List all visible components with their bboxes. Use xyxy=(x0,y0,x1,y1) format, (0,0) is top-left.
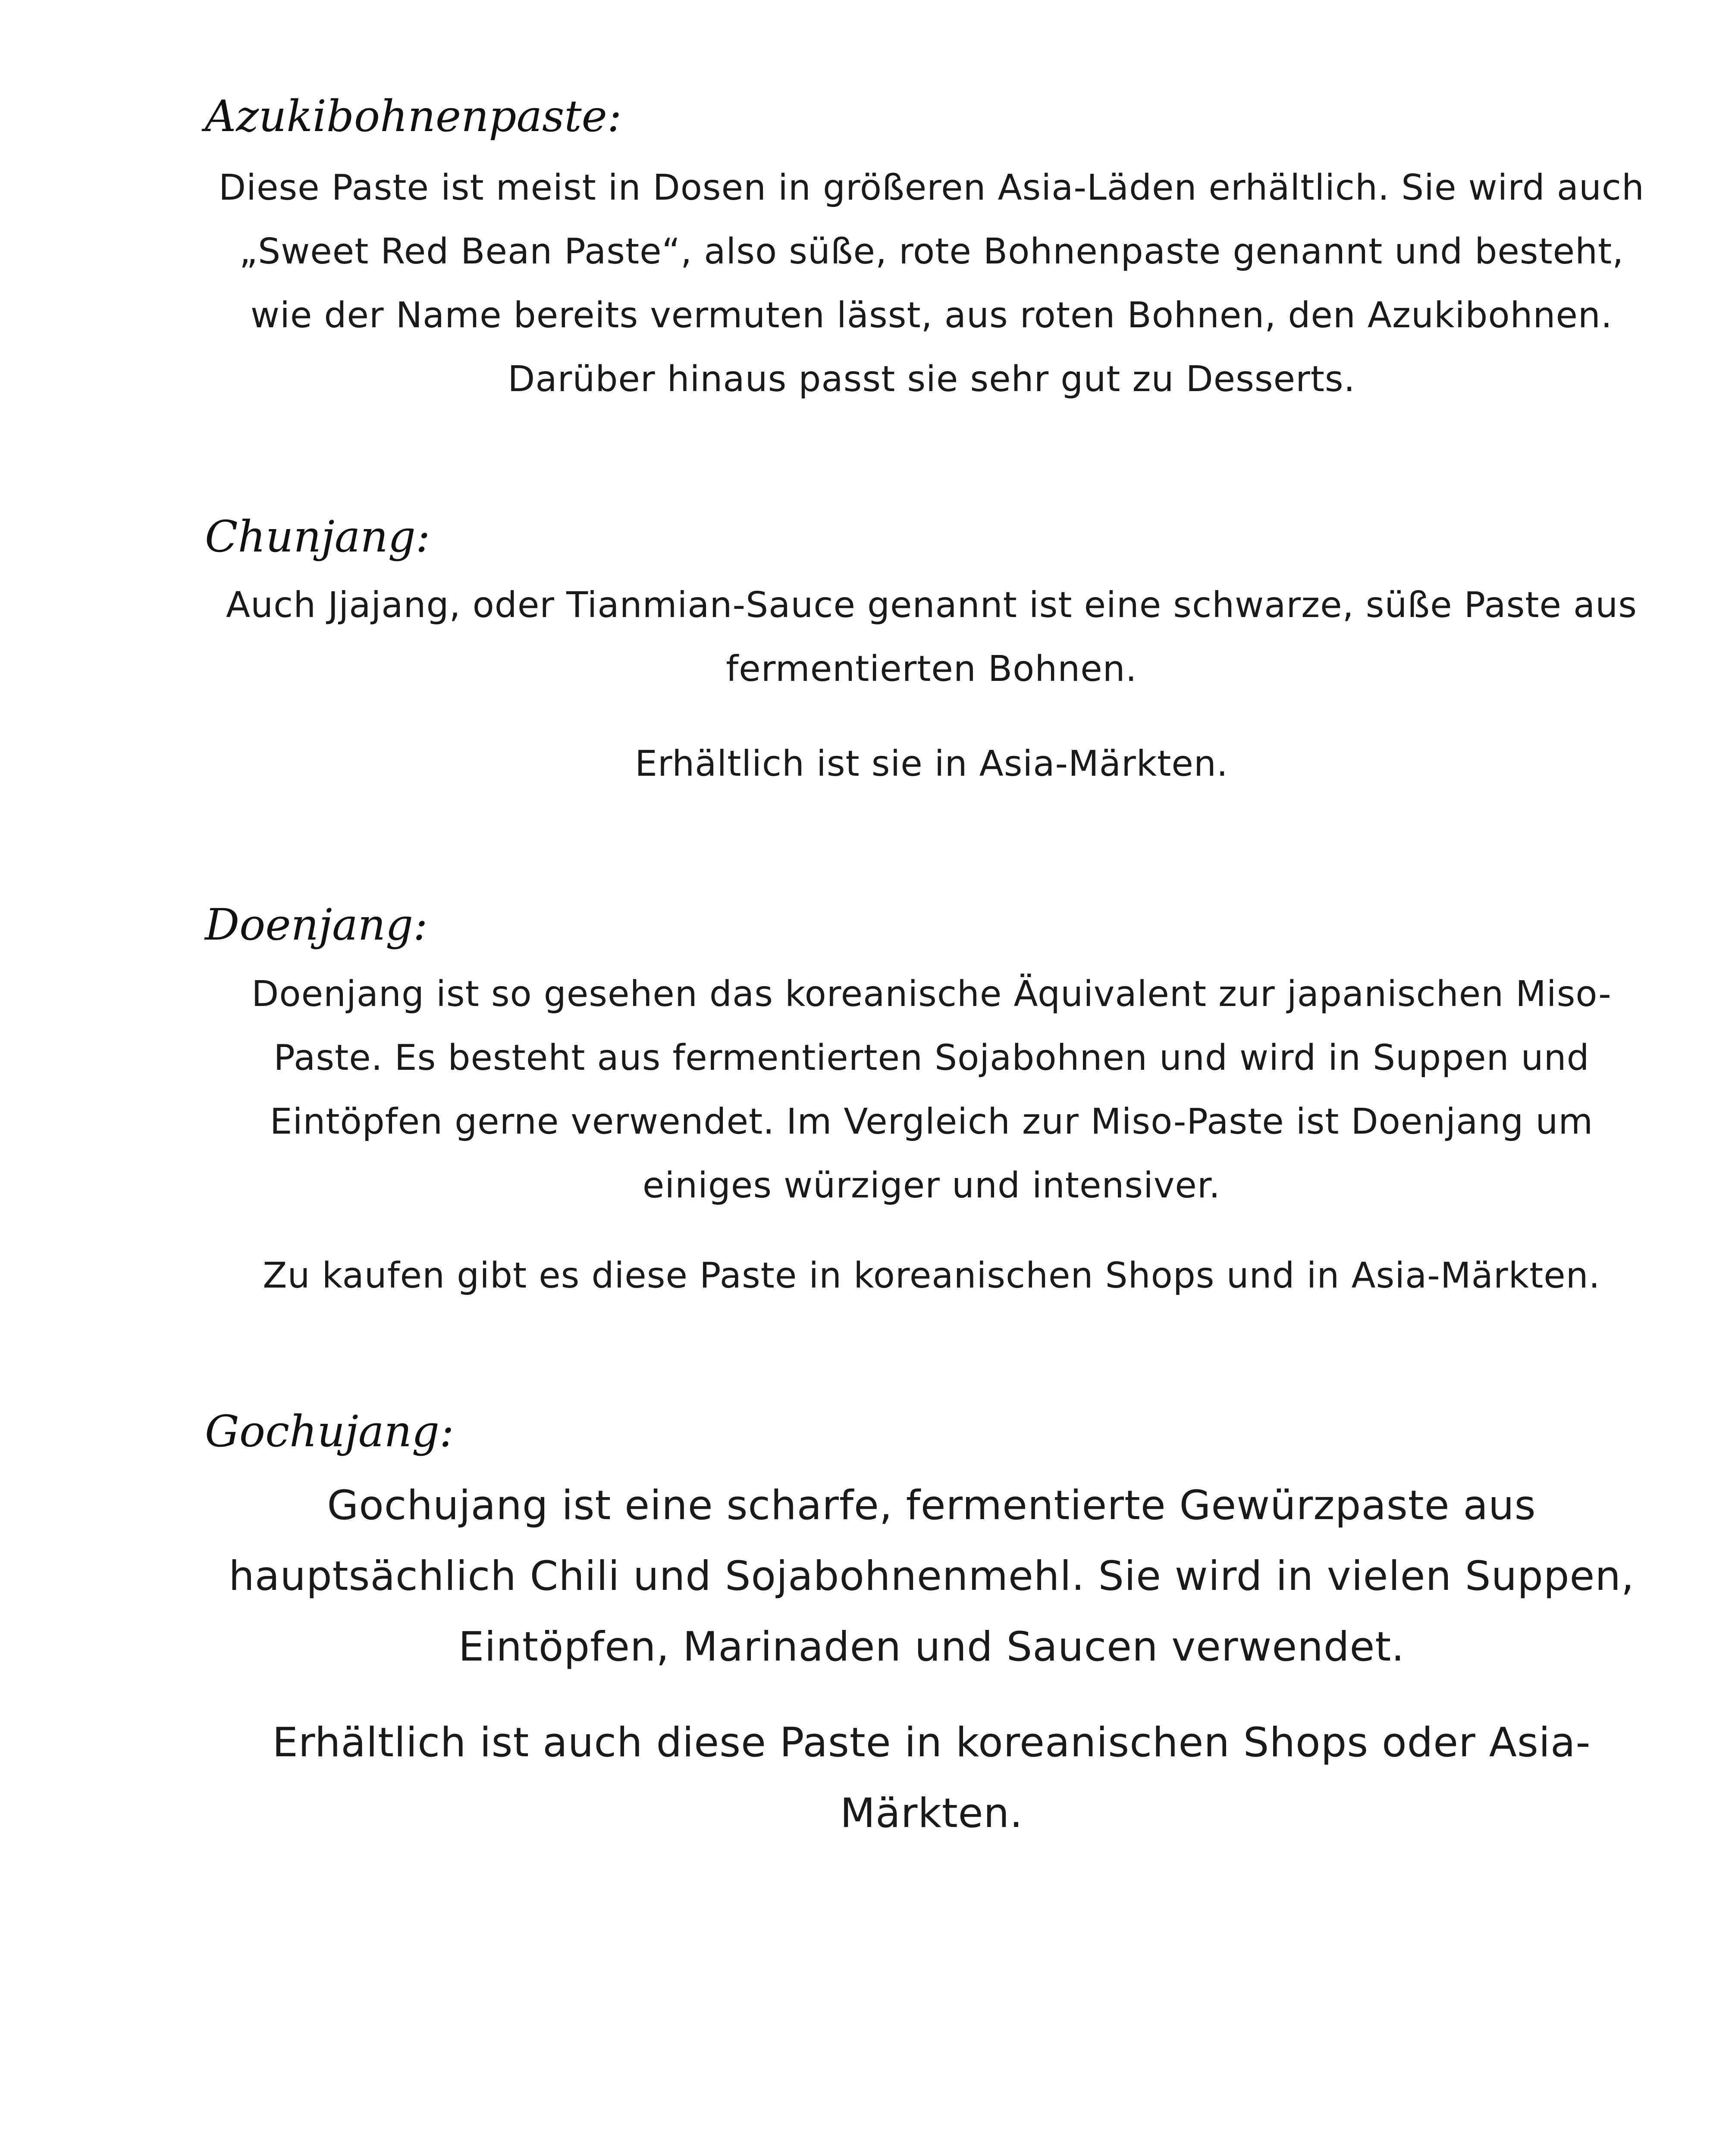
section-heading-doenjang: Doenjang: xyxy=(205,899,428,950)
section-paragraph-doenjang-description: Doenjang ist so gesehen das koreanische Äquivalent zur japanischen Miso-Paste. Es besteht aus fermentierten Sojabohnen und wird in Suppen und Eintöpfen gerne verwendet. Im Vergleich zur Miso-Paste ist Doenjang um einiges würziger und intensiver. xyxy=(251,974,1612,1206)
section-heading-azukibohnenpaste: Azukibohnenpaste: xyxy=(205,91,622,141)
section-paragraph-gochujang-description: Gochujang ist eine scharfe, fermentierte Gewürzpaste aus hauptsächlich Chili und Sojabohnenmehl. Sie wird in vielen Suppen, Eintöpfen, Marinaden und Saucen verwendet. xyxy=(229,1482,1635,1670)
section-paragraph-gochujang-availability: Erhältlich ist auch diese Paste in koreanischen Shops oder Asia-Märkten. xyxy=(272,1719,1591,1837)
section-heading-chunjang: Chunjang: xyxy=(205,511,430,562)
section-paragraph-doenjang-availability: Zu kaufen gibt es diese Paste in koreanischen Shops und in Asia-Märkten. xyxy=(263,1255,1600,1296)
section-paragraph-azukibohnenpaste: Diese Paste ist meist in Dosen in größeren Asia-Läden erhältlich. Sie wird auch „Sweet Red Bean Paste“, also süße, rote Bohnenpaste genannt und besteht, wie der Name bereits vermuten lässt, aus roten Bohnen, den Azukibohnen. Darüber hinaus passt sie sehr gut zu Desserts. xyxy=(219,167,1644,400)
section-heading-gochujang: Gochujang: xyxy=(205,1406,454,1457)
section-paragraph-chunjang-availability: Erhältlich ist sie in Asia-Märkten. xyxy=(635,743,1228,784)
section-paragraph-chunjang-description: Auch Jjajang, oder Tianmian-Sauce genannt ist eine schwarze, süße Paste aus fermentierten Bohnen. xyxy=(226,585,1637,689)
